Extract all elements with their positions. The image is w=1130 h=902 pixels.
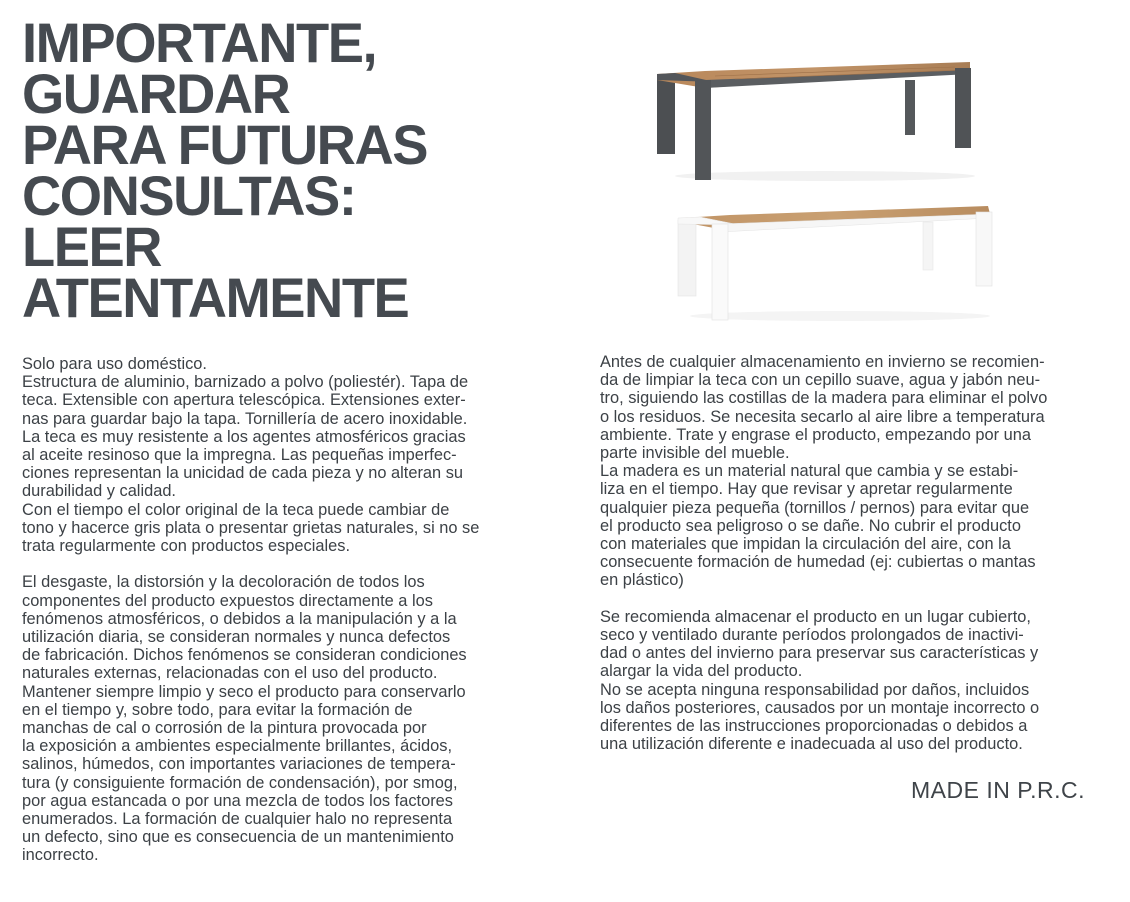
text-line: incorrecto. [22, 846, 99, 865]
text-line: durabilidad y calidad. [22, 482, 176, 501]
text-line: por agua estancada o por una mezcla de todos los factores [22, 791, 453, 810]
text-line: Con el tiempo el color original de la teca puede cambiar de [22, 500, 450, 519]
text-line: tono y hacerce gris plata o presentar grietas naturales, si no se [22, 518, 480, 537]
text-line: alargar la vida del producto. [600, 662, 803, 681]
text-line: parte invisible del mueble. [600, 444, 790, 463]
text-line: una utilización diferente e inadecuada al uso del producto. [600, 735, 1023, 754]
text-line: tro, siguiendo las costillas de la madera para eliminar el polvo [600, 389, 1048, 408]
text-line: utilización diaria, se consideran normales y nunca defectos [22, 628, 451, 647]
text-line: los daños posteriores, causados por un montaje incorrecto o [600, 698, 1040, 717]
page-title [22, 11, 428, 329]
text-line: salinos, húmedos, con importantes variaciones de tempera- [22, 755, 456, 774]
text-line: ambiente. Trate y engrase el producto, empezando por una [600, 425, 1031, 444]
right-column [600, 353, 1115, 753]
text-line: Estructura de aluminio, barnizado a polvo (poliestér). Tapa de [22, 373, 469, 392]
table-dark-frame-image [655, 58, 980, 183]
text-line: qualquier pieza pequeña (tornillos / pernos) para evitar que [600, 498, 1030, 517]
title-line: ATENTAMENTE [22, 266, 409, 329]
text-line: Antes de cualquier almacenamiento en invierno se recomien- [600, 353, 1045, 371]
table-white-frame-image [670, 198, 1000, 323]
text-line: liza en el tiempo. Hay que revisar y apretar regularmente [600, 480, 1013, 499]
text-line: ciones representan la unicidad de cada pieza y no alteran su [22, 464, 464, 483]
text-line: Solo para uso doméstico. [22, 355, 207, 373]
text-line: El desgaste, la distorsión y la decoloración de todos los [22, 573, 425, 592]
text-line: La madera es un material natural que cambia y se estabi- [600, 462, 1019, 481]
text-line: de fabricación. Dichos fenómenos se consideran condiciones [22, 646, 467, 665]
text-line: con materiales que impidan la circulación del aire, con la [600, 535, 1011, 554]
paragraph-winter-storage [600, 353, 1115, 590]
text-line: fenómenos atmosféricos, o debidos a la manipulación y a la [22, 609, 457, 628]
text-line: trata regularmente con productos especiales. [22, 537, 350, 556]
text-line: diferentes de las instrucciones proporcionadas o debidos a [600, 717, 1028, 736]
paragraph-product-description [22, 355, 542, 555]
title-line: GUARDAR [22, 62, 290, 125]
made-in-label: MADE IN P.R.C. [911, 777, 1085, 803]
text-line: seco y ventilado durante períodos prolongados de inactivi- [600, 626, 1024, 645]
paragraph-wear-and-maintenance [22, 573, 542, 864]
text-line: o los residuos. Se necesita secarlo al aire libre a temperatura [600, 407, 1045, 426]
text-line: componentes del producto expuestos directamente a los [22, 591, 433, 610]
title-line: PARA FUTURAS [22, 113, 428, 176]
text-line: La teca es muy resistente a los agentes atmosféricos gracias [22, 427, 466, 446]
text-line: un defecto, sino que es consecuencia de un mantenimiento [22, 828, 454, 847]
text-line: en el tiempo y, sobre todo, para evitar la formación de [22, 700, 413, 719]
text-line: en plástico) [600, 571, 684, 590]
paragraph-storage-and-liability [600, 608, 1115, 754]
text-line: tura (y consiguiente formación de condensación), por smog, [22, 773, 458, 792]
text-line: Se recomienda almacenar el producto en un lugar cubierto, [600, 607, 1031, 626]
text-line: el producto sea peligroso o se dañe. No cubrir el producto [600, 516, 1021, 535]
text-line: enumerados. La formación de cualquier halo no representa [22, 810, 453, 829]
text-line: Mantener siempre limpio y seco el producto para conservarlo [22, 682, 466, 701]
text-line: manchas de cal o corrosión de la pintura provocada por [22, 719, 427, 738]
text-line: da de limpiar la teca con un cepillo suave, agua y jabón neu- [600, 371, 1041, 390]
text-line: nas para guardar bajo la tapa. Tornillería de acero inoxidable. [22, 409, 468, 428]
text-line: teca. Extensible con apertura telescópica. Extensiones exter- [22, 391, 466, 410]
left-column [22, 355, 542, 865]
text-line: dad o antes del invierno para preservar sus características y [600, 644, 1039, 663]
text-line: naturales externas, relacionadas con el uso del producto. [22, 664, 438, 683]
text-line: consecuente formación de humedad (ej: cubiertas o mantas [600, 553, 1036, 572]
title-line: IMPORTANTE, [22, 11, 377, 74]
title-line: CONSULTAS: [22, 164, 356, 227]
text-line: al aceite resinoso que la impregna. Las pequeñas imperfec- [22, 446, 457, 465]
text-line: la exposición a ambientes especialmente brillantes, ácidos, [22, 737, 453, 756]
text-line: No se acepta ninguna responsabilidad por daños, incluidos [600, 680, 1030, 699]
title-line: LEER [22, 215, 162, 278]
